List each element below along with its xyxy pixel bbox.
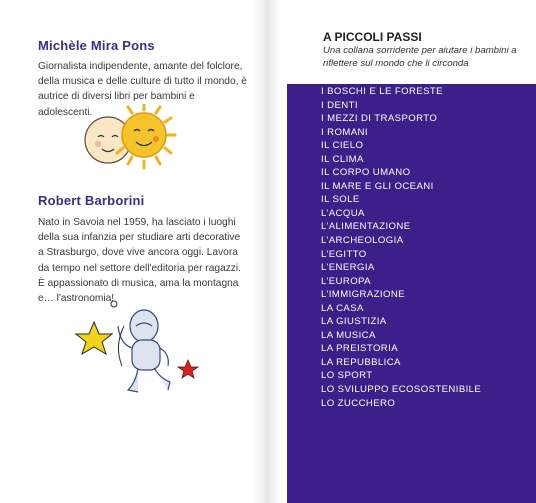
- series-title-item: L’ALIMENTAZIONE: [321, 221, 411, 233]
- series-title-item: LA GIUSTIZIA: [321, 316, 387, 328]
- author-name-1: Michèle Mira Pons: [38, 38, 155, 53]
- small-planet-icon: [111, 301, 117, 307]
- series-title-item: I DENTI: [321, 99, 358, 111]
- series-title-item: L’ACQUA: [321, 207, 365, 219]
- author-bio-1: Giornalista indipendente, amante del folclore, della musica e delle culture di tutto il mondo, è autrice di diversi libri per bambini e adolescenti.: [38, 61, 247, 118]
- series-title-item: LA PREISTORIA: [321, 343, 399, 355]
- author-bio-2: Nato in Savoia nel 1959, ha lasciato i luoghi della sua infanzia per studiare arti decorative a Strasburgo, dove vive ancora oggi. Lavora da tempo nel settore dell'editoria per ragazzi. È appassionato di musica, ama la montagna e… l'astronomia!: [38, 217, 241, 305]
- sun-and-moon-illustration: [76, 104, 188, 174]
- series-title-item: IL MARE E GLI OCEANI: [321, 180, 434, 192]
- author-name-2: Robert Barborini: [38, 193, 145, 208]
- sun-face: [117, 104, 175, 168]
- series-title-item: LO SPORT: [321, 370, 373, 382]
- series-titles-list: [321, 85, 481, 410]
- series-title-item: I MEZZI DI TRASPORTO: [321, 113, 438, 125]
- page-gutter: [253, 0, 279, 503]
- series-title-item: LO ZUCCHERO: [321, 397, 396, 409]
- series-title-item: LA MUSICA: [321, 329, 376, 341]
- series-title-item: IL CLIMA: [321, 153, 364, 165]
- series-title-item: L’EUROPA: [321, 275, 371, 287]
- series-titles-panel: [287, 84, 536, 503]
- series-title-item: IL SOLE: [321, 194, 360, 206]
- series-title-item: L’EGITTO: [321, 248, 367, 260]
- series-title-item: I BOSCHI E LE FORESTE: [321, 86, 443, 97]
- series-title-item: LO SVILUPPO ECOSOSTENIBILE: [321, 384, 482, 396]
- series-title-item: L’ARCHEOLOGIA: [321, 235, 404, 247]
- series-title-item: L’IMMIGRAZIONE: [321, 289, 405, 301]
- series-title: A PICCOLI PASSI: [323, 30, 422, 44]
- series-title-item: LA REPUBBLICA: [321, 356, 401, 368]
- series-title-item: I ROMANI: [321, 126, 368, 138]
- yellow-star-icon: [76, 322, 112, 354]
- astronaut-with-stars-illustration: [74, 296, 204, 396]
- red-star-icon: [178, 360, 198, 378]
- astronaut-figure: [118, 310, 170, 392]
- series-subtitle: Una collana sorridente per aiutare i bambini a riflettere sul mondo che li circonda: [323, 45, 517, 69]
- series-title-item: L’ENERGIA: [321, 262, 375, 274]
- series-title-item: IL CORPO UMANO: [321, 167, 411, 179]
- series-title-item: LA CASA: [321, 302, 364, 314]
- series-title-item: IL CIELO: [321, 140, 364, 152]
